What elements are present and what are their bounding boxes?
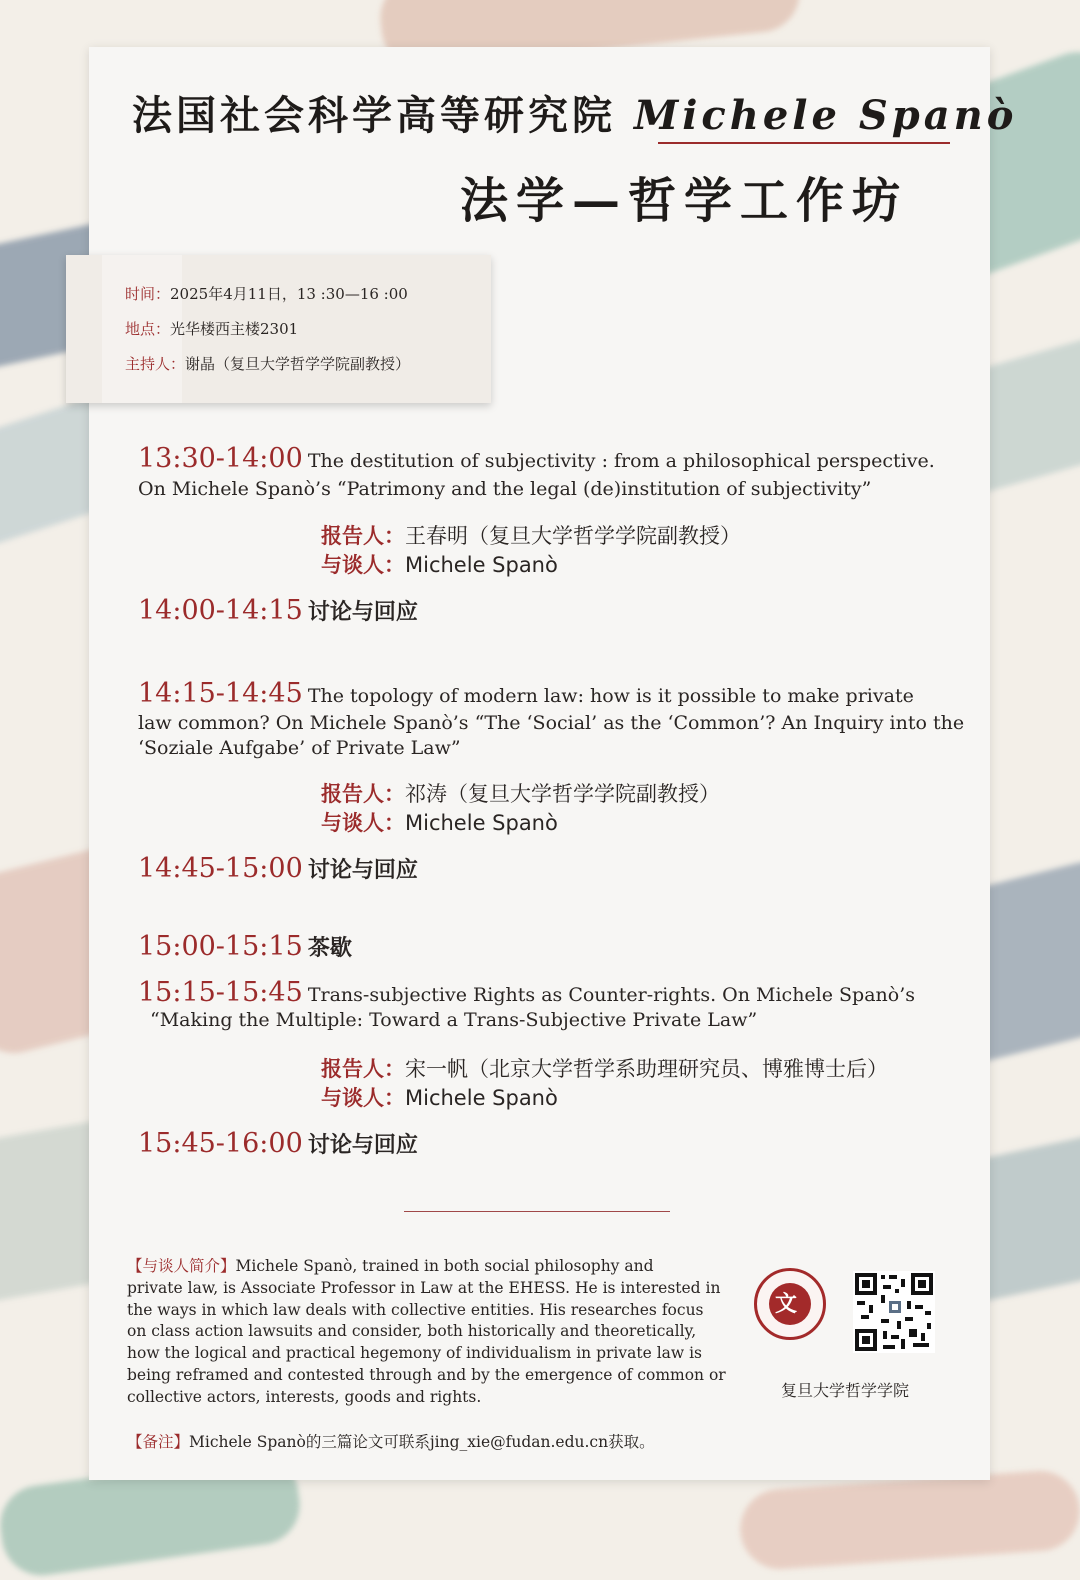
session-3-title-line2: “Making the Multiple: Toward a Trans-Subjective Private Law” <box>150 1009 758 1031</box>
session-1-title-line1: The destitution of subjectivity : from a philosophical perspective. <box>307 450 935 472</box>
bio-line: the ways in which law deals with collective entities. His researches focus <box>127 1300 704 1319</box>
reporter-label: 报告人： <box>321 524 405 548</box>
session-1-heading <box>138 443 935 474</box>
session-2-title-line2: law common? On Michele Spanò’s “The ‘Social’ as the ‘Common’? An Inquiry into the <box>138 712 965 734</box>
title-institution: 法国社会科学高等研究院 <box>132 92 616 139</box>
reporter-label: 报告人： <box>321 782 405 806</box>
info-place-label: 地点： <box>125 320 171 338</box>
session-3-reporter <box>321 1053 888 1083</box>
reporter-name: 宋一帆（北京大学哲学系助理研究员、博雅博士后） <box>405 1057 888 1081</box>
reporter-label: 报告人： <box>321 1057 405 1081</box>
session-1-time: 13:30-14:00 <box>138 443 303 474</box>
session-3-time: 15:15-15:45 <box>138 977 303 1008</box>
logo-mark: 文 <box>775 1291 798 1317</box>
title-speaker-name: Michele Spanò <box>633 92 1018 139</box>
note-label: 【备注】 <box>127 1433 190 1451</box>
info-time-label: 时间： <box>125 285 171 303</box>
remark-note <box>127 1430 655 1452</box>
note-text: Michele Spanò的三篇论文可联系jing_xie@fudan.edu.cn获取。 <box>189 1433 655 1451</box>
tea-break <box>138 931 352 962</box>
qr-caption: 复旦大学哲学学院 <box>781 1381 910 1400</box>
session-1-reporter <box>321 520 741 550</box>
section-divider <box>404 1211 670 1212</box>
discussion-2-label: 讨论与回应 <box>307 857 418 883</box>
discussant-label: 与谈人： <box>321 1086 405 1110</box>
session-2-title-line3: ‘Soziale Aufgabe’ of Private Law” <box>138 737 461 759</box>
poster-subtitle: 法学—哲学工作坊 <box>460 173 909 229</box>
bio-line: on class action lawsuits and consider, both historically and theoretically, <box>127 1322 697 1341</box>
info-time-value: 2025年4月11日，13 :30—16 :00 <box>170 285 408 303</box>
session-3-title-line1: Trans-subjective Rights as Counter-rights. On Michele Spanò’s <box>307 984 916 1006</box>
info-host-label: 主持人： <box>125 355 186 373</box>
discussant-label: 与谈人： <box>321 553 405 577</box>
speaker-bio <box>127 1256 727 1409</box>
discussion-2-time: 14:45-15:00 <box>138 853 303 884</box>
discussion-1 <box>138 595 418 626</box>
bio-label: 【与谈人简介】 <box>127 1257 236 1275</box>
bio-line: being reframed and contested through and by the emergence of common or <box>127 1365 726 1384</box>
discussion-3-label: 讨论与回应 <box>307 1132 418 1158</box>
info-place <box>125 318 298 339</box>
info-host <box>125 353 410 374</box>
session-2-reporter <box>321 778 720 808</box>
discussant-name: Michele Spanò <box>405 811 558 835</box>
info-place-value: 光华楼西主楼2301 <box>170 320 299 338</box>
reporter-name: 王春明（复旦大学哲学学院副教授） <box>405 524 741 548</box>
session-2-time: 14:15-14:45 <box>138 678 303 709</box>
tea-break-label: 茶歇 <box>307 935 352 961</box>
brush-stroke <box>738 1468 1080 1572</box>
bio-line: private law, is Associate Professor in Law at the EHESS. He is interested in <box>127 1278 721 1297</box>
discussion-2 <box>138 853 418 884</box>
discussant-name: Michele Spanò <box>405 553 558 577</box>
reporter-name: 祁涛（复旦大学哲学学院副教授） <box>405 782 720 806</box>
discussion-1-time: 14:00-14:15 <box>138 595 303 626</box>
discussion-3 <box>138 1128 418 1159</box>
info-time <box>125 283 408 304</box>
discussant-name: Michele Spanò <box>405 1086 558 1110</box>
fudan-philosophy-logo <box>754 1268 826 1340</box>
discussant-label: 与谈人： <box>321 811 405 835</box>
session-2-title-line1: The topology of modern law: how is it possible to make private <box>307 685 914 707</box>
bio-line <box>127 1256 727 1278</box>
tea-break-time: 15:00-15:15 <box>138 931 303 962</box>
session-2-heading <box>138 678 914 709</box>
event-info-box <box>66 255 491 403</box>
qr-code-pattern <box>853 1271 935 1353</box>
session-1-title-line2: On Michele Spanò’s “Patrimony and the legal (de)institution of subjectivity” <box>138 478 872 500</box>
discussion-1-label: 讨论与回应 <box>307 599 418 625</box>
bio-line: collective actors, interests, goods and rights. <box>127 1387 482 1406</box>
discussion-3-time: 15:45-16:00 <box>138 1128 303 1159</box>
session-2-discussant <box>321 807 558 837</box>
bio-line: how the logical and practical hegemony of individualism in private law is <box>127 1344 703 1363</box>
poster-title <box>132 84 1018 141</box>
qr-code[interactable] <box>853 1271 935 1353</box>
title-underline <box>658 142 950 144</box>
session-3-discussant <box>321 1082 558 1112</box>
session-3-heading <box>138 977 915 1008</box>
info-host-value: 谢晶（复旦大学哲学学院副教授） <box>185 355 411 373</box>
session-1-discussant <box>321 549 558 579</box>
bio-text: Michele Spanò, trained in both social philosophy and <box>235 1257 654 1275</box>
